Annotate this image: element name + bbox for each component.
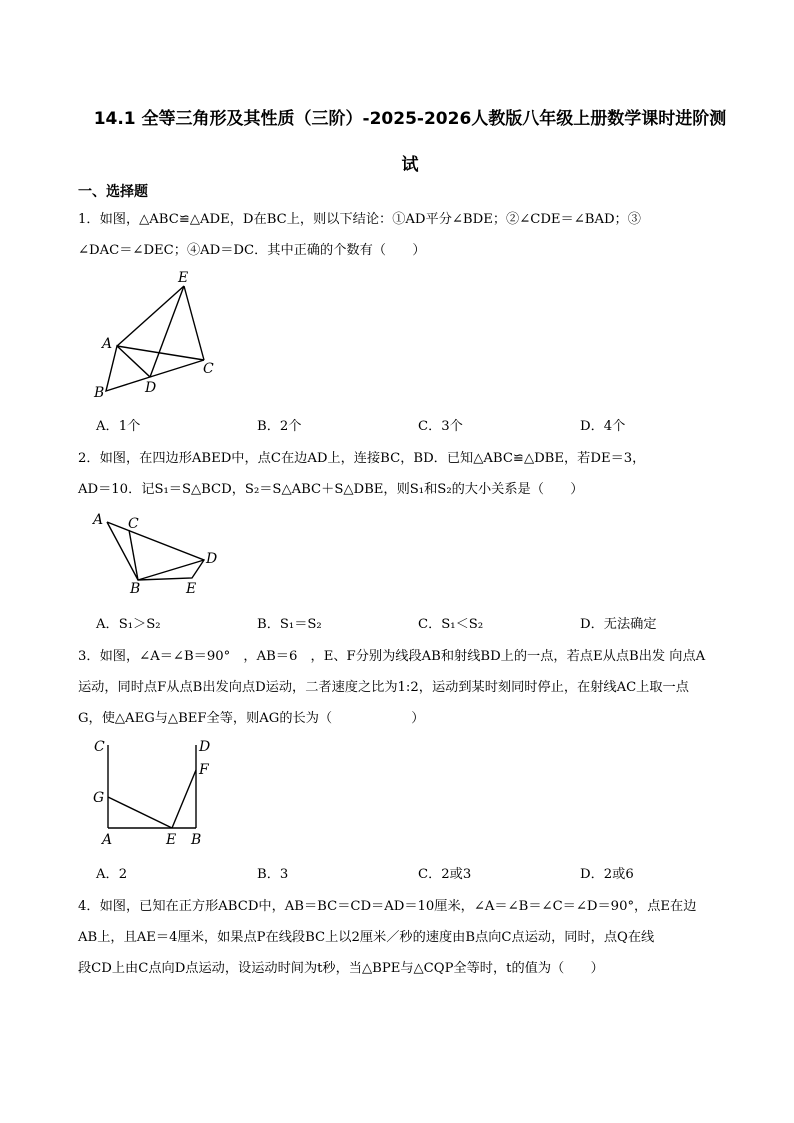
- q3-option-b[interactable]: B．3: [257, 867, 289, 882]
- q3-text-line-1: 3．如图，∠A＝∠B＝90° ，AB＝6 ，E、F分别为线段AB和射线BD上的一点，若点E从点B出发 向点A: [78, 649, 706, 664]
- q4-text-line-3: 段CD上由C点向D点运动，设运动时间为t秒，当△BPE与△CQP全等时，t的值为（ ）: [78, 961, 604, 976]
- q2-label-c: C: [128, 516, 139, 532]
- q1-option-a[interactable]: A．1个: [96, 419, 141, 434]
- q2-label-b: B: [130, 581, 141, 597]
- q3-text-line-2: 运动，同时点F从点B出发向点D运动，二者速度之比为1:2，运动到某时刻同时停止，在射线AC上取一点: [78, 680, 689, 695]
- q1-label-e: E: [178, 270, 189, 286]
- q3-label-d: D: [199, 739, 211, 755]
- q2-text-line-2: AD＝10．记S₁＝S△BCD，S₂＝S△ABC＋S△DBE，则S₁和S₂的大小关系是（ ）: [78, 482, 584, 497]
- q3-text-line-3: G，使△AEG与△BEF全等，则AG的长为（ ）: [78, 711, 425, 726]
- q1-text-line-1: 1．如图，△ABC≌△ADE，D在BC上，则以下结论：①AD平分∠BDE；②∠CDE＝∠BAD；③: [78, 212, 641, 227]
- q3-option-a[interactable]: A．2: [96, 867, 128, 882]
- q1-option-d[interactable]: D．4个: [580, 419, 626, 434]
- q2-text-line-1: 2．如图，在四边形ABED中，点C在边AD上，连接BC，BD．已知△ABC≌△DBE，若DE＝3，: [78, 451, 646, 466]
- q1-label-b: B: [94, 385, 105, 401]
- q2-label-a: A: [93, 512, 104, 528]
- q1-option-c[interactable]: C．3个: [418, 419, 463, 434]
- q1-label-a: A: [102, 336, 113, 352]
- q3-segment-ef: [172, 770, 196, 828]
- q3-label-c: C: [94, 739, 105, 755]
- q2-option-b[interactable]: B．S₁＝S₂: [257, 617, 322, 632]
- q2-option-a[interactable]: A．S₁＞S₂: [96, 617, 161, 632]
- q3-option-c[interactable]: C．2或3: [418, 867, 472, 882]
- q1-text-line-2: ∠DAC＝∠DEC；④AD＝DC．其中正确的个数有（ ）: [78, 243, 426, 258]
- q2-option-d[interactable]: D．无法确定: [580, 617, 657, 632]
- q3-label-f: F: [199, 762, 209, 778]
- q4-text-line-1: 4．如图，已知在正方形ABCD中，AB＝BC＝CD＝AD＝10厘米，∠A＝∠B＝∠C＝∠D＝90°，点E在边: [78, 899, 697, 914]
- q2-label-d: D: [206, 551, 218, 567]
- q3-label-g: G: [93, 790, 105, 806]
- q2-label-e: E: [186, 581, 197, 597]
- section-heading: 一、选择题: [78, 184, 148, 200]
- q1-label-d: D: [145, 380, 157, 396]
- worksheet-title-line-1: 14.1 全等三角形及其性质（三阶）-2025-2026人教版八年级上册数学课时进阶测: [93, 109, 727, 129]
- worksheet-title-line-2: 试: [401, 155, 419, 175]
- q3-option-d[interactable]: D．2或6: [580, 867, 634, 882]
- q3-label-a: A: [102, 832, 113, 848]
- q1-label-c: C: [203, 361, 214, 377]
- q3-label-e: E: [166, 832, 177, 848]
- q4-text-line-2: AB上，且AE＝4厘米，如果点P在线段BC上以2厘米／秒的速度由B点向C点运动，同时，点Q在线: [78, 930, 655, 945]
- q3-label-b: B: [191, 832, 202, 848]
- q3-segment-ge: [108, 797, 172, 828]
- q1-option-b[interactable]: B．2个: [257, 419, 302, 434]
- q2-option-c[interactable]: C．S₁＜S₂: [418, 617, 484, 632]
